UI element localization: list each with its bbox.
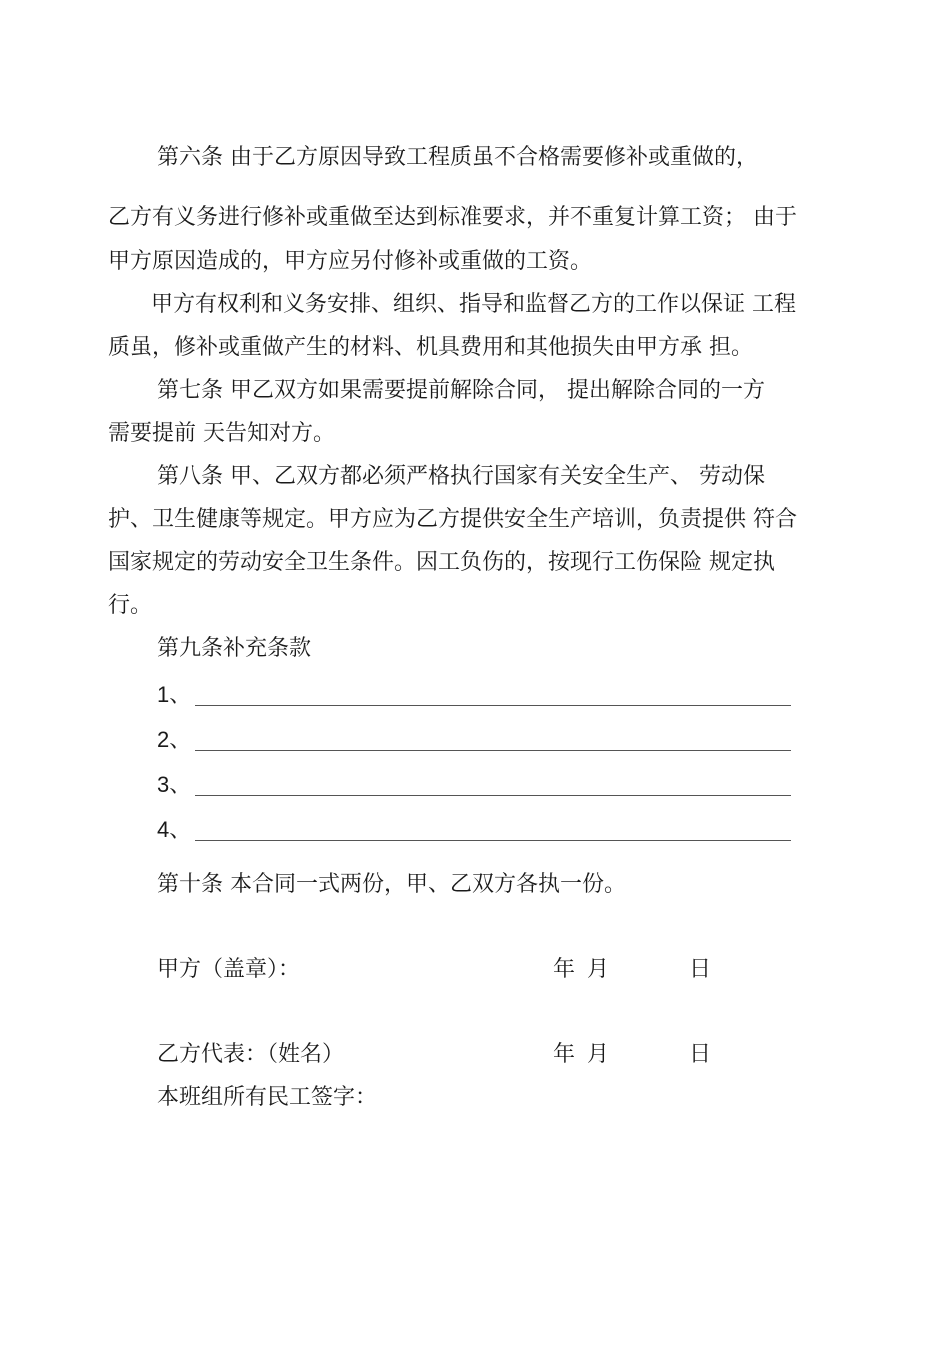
article-7-line-2: 需要提前 天告知对方。 bbox=[108, 421, 335, 446]
article-8-line-4: 行。 bbox=[108, 593, 153, 618]
article-6-line-4: 甲方有权利和义务安排、组织、指导和监督乙方的工作以保证 工程 bbox=[151, 292, 796, 317]
article-6-line-3: 甲方原因造成的，甲方应另付修补或重做的工资。 bbox=[108, 249, 593, 274]
article-8-line-3: 国家规定的劳动安全卫生条件。因工负伤的，按现行工伤保险 规定执 bbox=[108, 550, 775, 575]
fill-in-line bbox=[195, 795, 791, 796]
article-6-line-5: 质虽，修补或重做产生的材料、机具费用和其他损失由甲方承 担。 bbox=[108, 335, 753, 360]
article-8-line-1: 第八条 甲、乙双方都必须严格执行国家有关安全生产、 劳动保 bbox=[157, 464, 765, 489]
article-6-line-2: 乙方有义务进行修补或重做至达到标准要求，并不重复计算工资； 由于 bbox=[108, 205, 797, 230]
party-a-seal-label: 甲方（盖章）： bbox=[157, 957, 301, 982]
article-6-line-1: 第六条 由于乙方原因导致工程质虽不合格需要修补或重做的， bbox=[157, 145, 758, 170]
party-b-year-label: 年 bbox=[553, 1042, 576, 1067]
article-7-line-1: 第七条 甲乙双方如果需要提前解除合同， 提出解除合同的一方 bbox=[157, 378, 765, 403]
party-a-year-label: 年 bbox=[553, 957, 576, 982]
party-b-month-label: 月 bbox=[587, 1042, 610, 1067]
supplement-item-number: 1、 bbox=[157, 682, 192, 707]
fill-in-line bbox=[195, 705, 791, 706]
article-9-title: 第九条补充条款 bbox=[157, 636, 312, 661]
supplement-item-number: 2、 bbox=[157, 727, 192, 752]
article-10: 第十条 本合同一式两份，甲、乙双方各执一份。 bbox=[157, 872, 626, 897]
fill-in-line bbox=[195, 750, 791, 751]
party-a-day-label: 日 bbox=[689, 957, 712, 982]
party-b-day-label: 日 bbox=[689, 1042, 712, 1067]
supplement-item-number: 3、 bbox=[157, 772, 192, 797]
party-a-month-label: 月 bbox=[587, 957, 610, 982]
article-8-line-2: 护、卫生健康等规定。甲方应为乙方提供安全生产培训，负责提供 符合 bbox=[108, 507, 797, 532]
fill-in-line bbox=[195, 840, 791, 841]
supplement-item-number: 4、 bbox=[157, 817, 192, 842]
party-b-representative-label: 乙方代表：（姓名） bbox=[157, 1042, 345, 1067]
workers-signature-label: 本班组所有民工签字： bbox=[157, 1085, 378, 1110]
